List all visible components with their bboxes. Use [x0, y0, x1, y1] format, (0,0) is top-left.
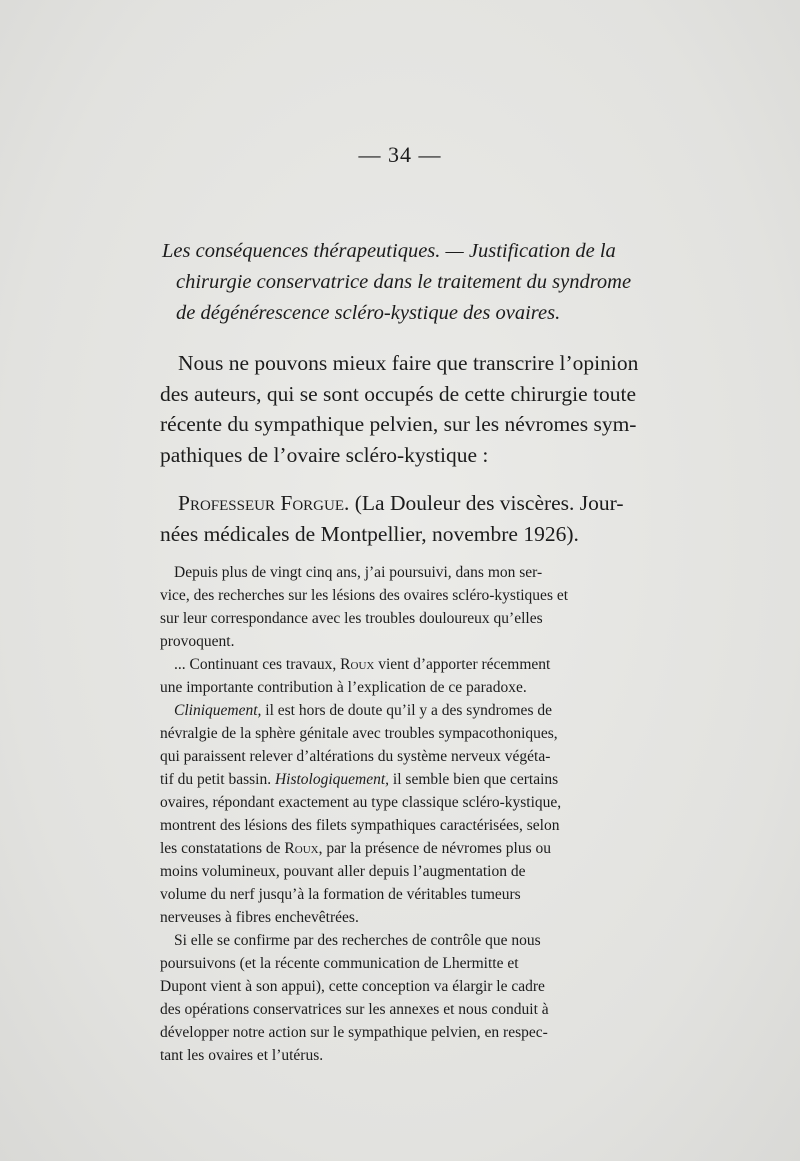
- heading-line: Les conséquences thérapeutiques. — Justification de la: [162, 240, 616, 262]
- quote-line: sur leur correspondance avec les troubles douloureux qu’elles: [160, 610, 543, 627]
- quote-line: [160, 653, 680, 676]
- quote-line: volume du nerf jusqu’à la formation de véritables tumeurs: [160, 886, 521, 903]
- quote-line: des opérations conservatrices sur les annexes et nous conduit à: [160, 1001, 549, 1018]
- quote-line: une importante contribution à l’explication de ce paradoxe.: [160, 679, 527, 696]
- quote-line: qui paraissent relever d’altérations du système nerveux végéta-: [160, 748, 551, 765]
- quote-text: , par la présence de névromes plus ou: [318, 840, 551, 857]
- heading-line: chirurgie conservatrice dans le traitement du syndrome: [176, 271, 632, 293]
- quote-line: névralgie de la sphère génitale avec troubles sympacothoniques,: [160, 725, 558, 742]
- quote-line: provoquent.: [160, 633, 235, 650]
- quote-text: il est hors de doute qu’il y a des syndromes de: [261, 702, 552, 719]
- intro-line: des auteurs, qui se sont occupés de cette chirurgie toute: [160, 381, 637, 406]
- quote-line: poursuivons (et la récente communication de Lhermitte et: [160, 955, 519, 972]
- emphasis-text: Histologiquement,: [274, 771, 390, 788]
- heading-line: de dégénérescence scléro-kystique des ovaires.: [176, 302, 561, 324]
- author-name: Roux: [284, 840, 319, 857]
- quote-line: nerveuses à fibres enchevêtrées.: [160, 909, 359, 926]
- quote-line: ovaires, répondant exactement au type classique scléro-kystique,: [160, 794, 562, 811]
- quote-text: ... Continuant ces travaux,: [174, 656, 341, 673]
- page-number: — 34 —: [358, 142, 442, 167]
- citation-source: (La Douleur des viscères. Jour-: [349, 491, 624, 515]
- citation-author: Professeur Forgue.: [178, 491, 350, 515]
- quote-text: il semble bien que certains: [389, 771, 559, 788]
- quote-text: tif du petit bassin.: [160, 771, 275, 788]
- quote-line: [160, 699, 680, 722]
- quote-line: moins volumineux, pouvant aller depuis l’augmentation de: [160, 863, 526, 880]
- quote-line: vice, des recherches sur les lésions des ovaires scléro-kystiques et: [160, 587, 569, 604]
- quoted-text: [160, 561, 680, 1067]
- quote-line: montrent des lésions des filets sympathiques caractérisées, selon: [160, 817, 560, 834]
- quote-line: Si elle se confirme par des recherches de contrôle que nous: [174, 932, 541, 949]
- quote-line: Dupont vient à son appui), cette conception va élargir le cadre: [160, 978, 545, 995]
- quote-line: [160, 768, 680, 791]
- quote-line: [160, 837, 680, 860]
- quote-line: développer notre action sur le sympathique pelvien, en respec-: [160, 1024, 548, 1041]
- intro-line: récente du sympathique pelvien, sur les névromes sym-: [160, 412, 637, 436]
- citation: [160, 488, 680, 549]
- author-name: Roux: [340, 656, 375, 673]
- emphasis-text: Cliniquement,: [174, 702, 262, 719]
- citation-line: nées médicales de Montpellier, novembre 1926).: [160, 521, 579, 546]
- quote-line: Depuis plus de vingt cinq ans, j’ai poursuivi, dans mon ser-: [174, 564, 543, 581]
- quote-text: vient d’apporter récemment: [374, 656, 551, 673]
- intro-paragraph: [160, 348, 680, 470]
- quote-line: tant les ovaires et l’utérus.: [160, 1047, 324, 1064]
- intro-line: pathiques de l’ovaire scléro-kystique :: [160, 442, 489, 467]
- section-heading: [162, 236, 682, 329]
- intro-line: Nous ne pouvons mieux faire que transcrire l’opinion: [178, 351, 639, 375]
- quote-text: les constatations de: [160, 840, 285, 857]
- citation-line: [160, 488, 680, 519]
